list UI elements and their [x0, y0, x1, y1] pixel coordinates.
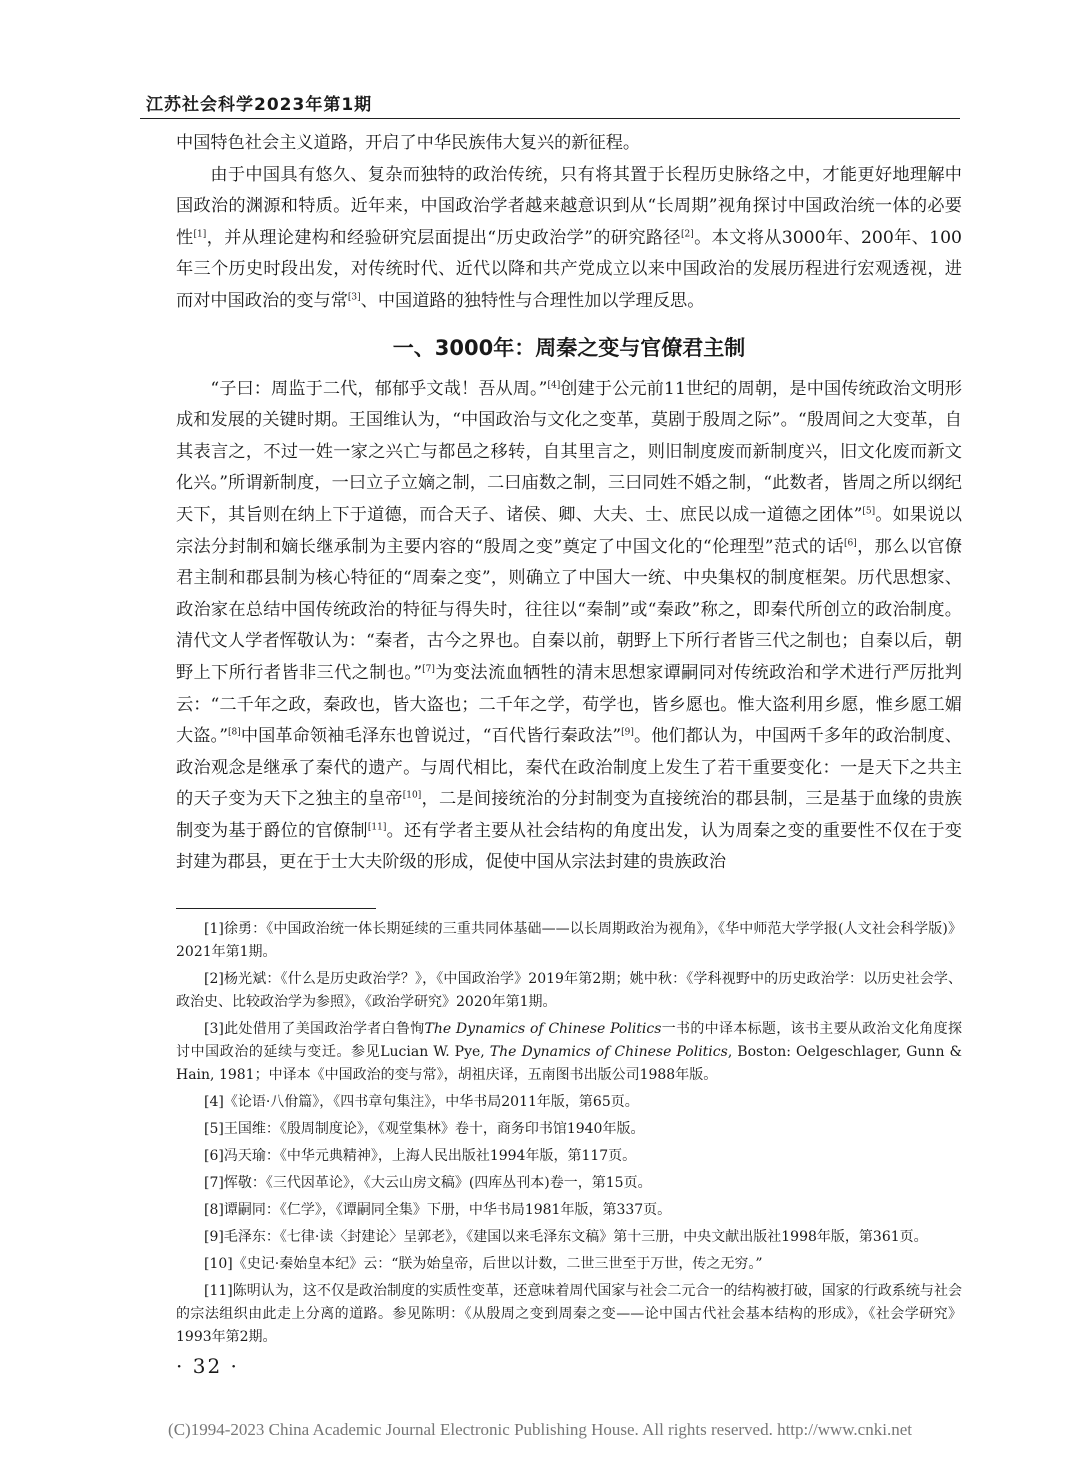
- footnote-10: [10]《史记·秦始皇本纪》云：“朕为始皇帝，后世以计数，二世三世至于万世，传之无穷。”: [204, 1256, 763, 1272]
- footnote-9: [9]毛泽东：《七律·读〈封建论〉呈郭老》，《建国以来毛泽东文稿》第十三册，中央文献出版社1998年版，第361页。: [204, 1229, 928, 1245]
- footnote-7: [7]恽敬：《三代因革论》，《大云山房文稿》(四库丛刊本)卷一，第15页。: [204, 1175, 652, 1191]
- footnote-rule: [176, 908, 376, 909]
- footnote-ref-7[interactable]: [7]: [422, 664, 435, 675]
- footnote-1: [1]徐勇：《中国政治统一体长期延续的三重共同体基础——以长周期政治为视角》，《华中师范大学学报(人文社会科学版)》2021年第1期。: [176, 921, 962, 960]
- footnote-3: [3]此处借用了美国政治学者白鲁恂The Dynamics of Chinese Politics一书的中译本标题，该书主要从政治文化角度探讨中国政治的延续与变迁。参见Lucian W. Pye, The Dynamics of Chinese Politics, Boston: Oelgeschlager, Gunn & Hain, 1981；中译本《中国政治的变与常》，胡祖庆译，五南图书出版公司1988年版。: [176, 1021, 963, 1083]
- footnote-ref-9[interactable]: [9]: [621, 727, 634, 738]
- footnote-2: [2]杨光斌：《什么是历史政治学？》，《中国政治学》2019年第2期；姚中秋：《学科视野中的历史政治学：以历史社会学、政治史、比较政治学为参照》，《政治学研究》2020年第1期。: [176, 971, 962, 1010]
- paragraph-2: “子曰：周监于二代，郁郁乎文哉！吾从周。”[4]创建于公元前11世纪的周朝，是中国传统政治文明形成和发展的关键时期。王国维认为，“中国政治与文化之变革，莫剧于殷周之际”。“殷周间之大变革，自其表言之，不过一姓一家之兴亡与都邑之移转，自其里言之，则旧制度废而新制度兴，旧文化废而新文化兴。”所谓新制度，一曰立子立嫡之制，二曰庙数之制，三曰同姓不婚之制，“此数者，皆周之所以纲纪天下，其旨则在纳上下于道德，而合天子、诸侯、卿、大夫、士、庶民以成一道德之团体”[5]。如果说以宗法分封制和嫡长继承制为主要内容的“殷周之变”奠定了中国文化的“伦理型”范式的话[6]，那么以官僚君主制和郡县制为核心特征的“周秦之变”，则确立了中国大一统、中央集权的制度框架。历代思想家、政治家在总结中国传统政治的特征与得失时，往往以“秦制”或“秦政”称之，即秦代所创立的政治制度。清代文人学者恽敬认为：“秦者，古今之界也。自秦以前，朝野上下所行者皆三代之制也；自秦以后，朝野上下所行者皆非三代之制也。”[7]为变法流血牺牲的清末思想家谭嗣同对传统政治和学术进行严厉批判云：“二千年之政，秦政也，皆大盗也；二千年之学，荀学也，皆乡愿也。惟大盗利用乡愿，惟乡愿工媚大盗。”[8]中国革命领袖毛泽东也曾说过，“百代皆行秦政法”[9]。他们都认为，中国两千多年的政治制度、政治观念是继承了秦代的遗产。与周代相比，秦代在政治制度上发生了若干重要变化：一是天下之共主的天子变为天下之独主的皇帝[10]，二是间接统治的分封制变为直接统治的郡县制，三是基于血缘的贵族制变为基于爵位的官僚制[11]。还有学者主要从社会结构的角度出发，认为周秦之变的重要性不仅在于变封建为郡县，更在于士大夫阶级的形成，促使中国从宗法封建的贵族政治: [176, 378, 963, 873]
- paragraph-1: 由于中国具有悠久、复杂而独特的政治传统，只有将其置于长程历史脉络之中，才能更好地理解中国政治的渊源和特质。近年来，中国政治学者越来越意识到从“长周期”视角探讨中国政治统一体的必要性[1]，并从理论建构和经验研究层面提出“历史政治学”的研究路径[2]。本文将从3000年、200年、100年三个历史时段出发，对传统时代、近代以降和共产党成立以来中国政治的发展历程进行宏观透视，进而对中国政治的变与常[3]、中国道路的独特性与合理性加以学理反思。: [176, 164, 962, 311]
- footnote-ref-11[interactable]: [11]: [367, 822, 387, 833]
- footnote-11: [11]陈明认为，这不仅是政治制度的实质性变革，还意味着周代国家与社会二元合一的结构被打破，国家的行政系统与社会的宗法组织由此走上分离的道路。参见陈明：《从殷周之变到周秦之变——论中国古代社会基本结构的形成》，《社会学研究》1993年第2期。: [176, 1283, 962, 1345]
- paragraph-0: 中国特色社会主义道路，开启了中华民族伟大复兴的新征程。: [176, 133, 641, 153]
- footnote-4: [4]《论语·八佾篇》，《四书章句集注》，中华书局2011年版，第65页。: [204, 1094, 639, 1110]
- footnote-5: [5]王国维：《殷周制度论》，《观堂集林》卷十，商务印书馆1940年版。: [204, 1121, 645, 1137]
- footnote-ref-3[interactable]: [3]: [347, 292, 361, 303]
- header-rule: [140, 118, 960, 119]
- footnote-6: [6]冯天瑜：《中华元典精神》，上海人民出版社1994年版，第117页。: [204, 1148, 637, 1164]
- footnote-ref-4[interactable]: [4]: [547, 379, 561, 390]
- page-number: · 32 ·: [176, 1354, 239, 1378]
- footnote-ref-2[interactable]: [2]: [680, 229, 694, 240]
- section-title: 一、3000年：周秦之变与官僚君主制: [392, 335, 746, 360]
- footnote-8: [8]谭嗣同：《仁学》，《谭嗣同全集》下册，中华书局1981年版，第337页。: [204, 1202, 672, 1218]
- footnote-ref-6[interactable]: [6]: [844, 537, 857, 548]
- footnote-ref-1[interactable]: [1]: [193, 229, 207, 240]
- article-body: [176, 128, 962, 879]
- copyright-notice: (C)1994-2023 China Academic Journal Electronic Publishing House. All rights reserved. http://www.cnki.net: [168, 1420, 912, 1439]
- footnotes: [176, 918, 962, 1353]
- footnote-ref-8[interactable]: [8]: [228, 727, 241, 738]
- journal-header: 江苏社会科学2023年第1期: [146, 95, 373, 115]
- footnote-ref-5[interactable]: [5]: [862, 506, 876, 517]
- footnote-ref-10[interactable]: [10]: [402, 790, 422, 801]
